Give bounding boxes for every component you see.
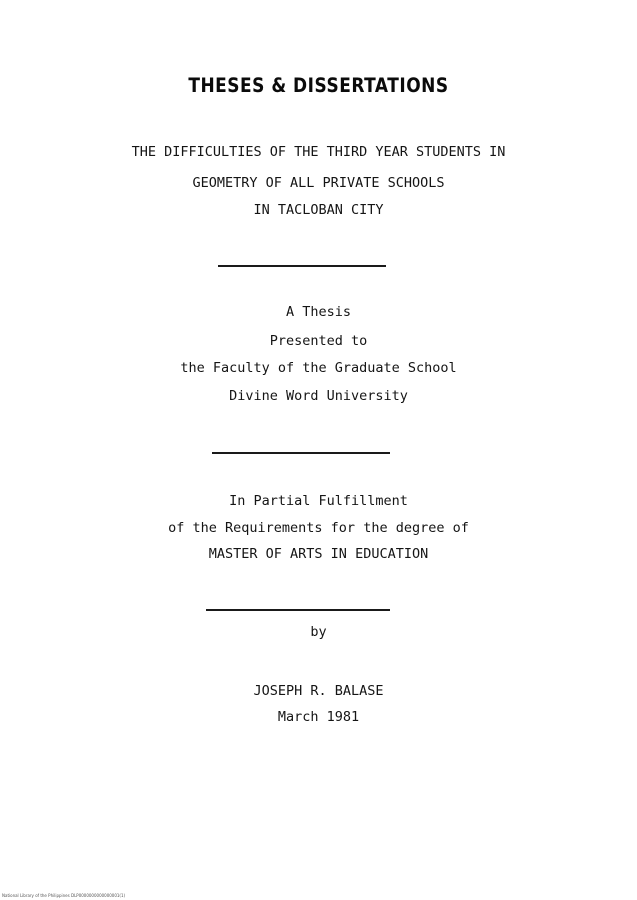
submission-date: March 1981 (277, 709, 360, 725)
title-line-1: THE DIFFICULTIES OF THE THIRD YEAR STUDENTS IN (131, 144, 506, 160)
author-name: JOSEPH R. BALASE (253, 683, 384, 699)
fulfillment-line-3: MASTER OF ARTS IN EDUCATION (208, 546, 429, 562)
presentation-line-4: Divine Word University (229, 388, 408, 404)
fulfillment-line-2: of the Requirements for the degree of (168, 520, 469, 536)
theses-dissertations-stamp: THESES & DISSERTATIONS (188, 74, 449, 98)
presentation-line-2: Presented to (269, 333, 368, 349)
divider-3 (206, 609, 390, 611)
fulfillment-line-1: In Partial Fulfillment (229, 493, 408, 509)
by-label: by (310, 624, 327, 640)
divider-1 (218, 265, 386, 267)
divider-2 (212, 452, 390, 454)
presentation-line-3: the Faculty of the Graduate School (180, 360, 457, 376)
presentation-line-1: A Thesis (285, 304, 352, 320)
title-line-3: IN TACLOBAN CITY (253, 202, 384, 218)
title-line-2: GEOMETRY OF ALL PRIVATE SCHOOLS (192, 175, 445, 191)
library-footer: National Library of the Philippines DLP0000000000000001(1) (2, 893, 126, 898)
